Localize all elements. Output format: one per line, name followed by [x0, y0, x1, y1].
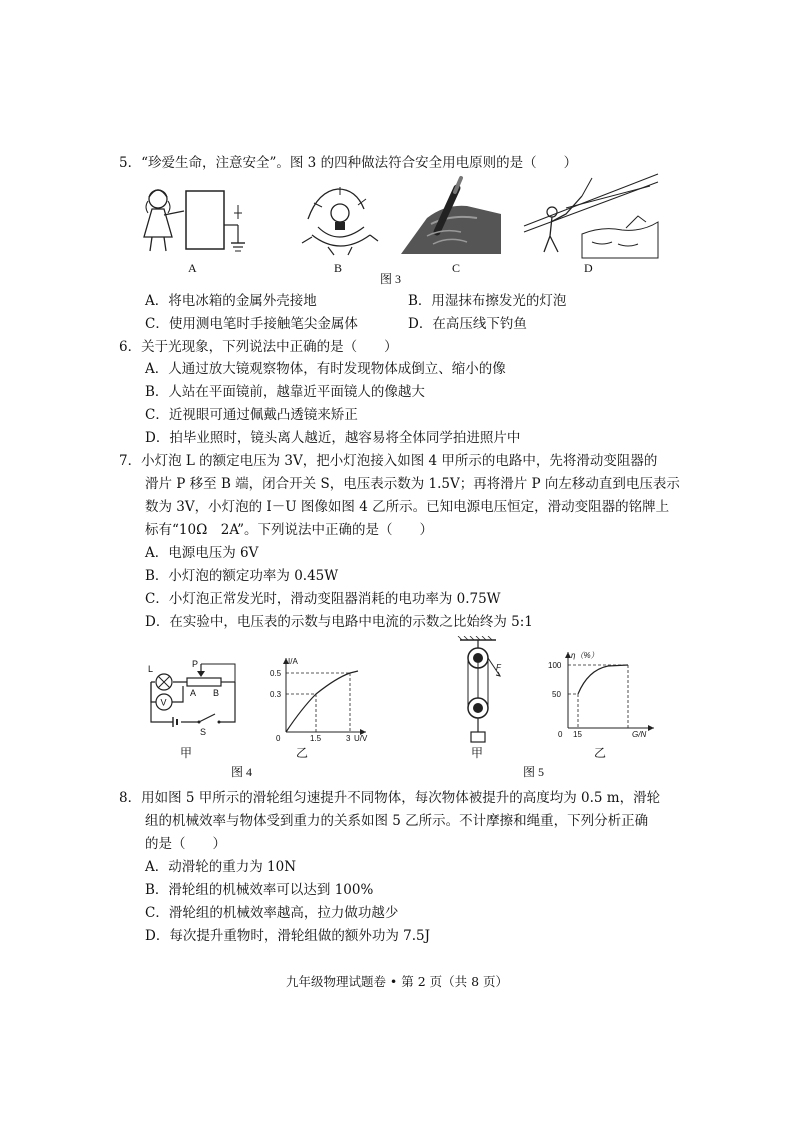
q7-option-a: A．电源电压为 6V [145, 545, 259, 561]
fig5-x-tick-1: 15 [573, 730, 582, 738]
q6-option-c: C．近视眼可通过佩戴凸透镜来矫正 [145, 407, 358, 423]
q7-option-d: D．在实验中，电压表的示数与电路中电流的示数之比始终为 5:1 [145, 614, 533, 630]
fig3-label-a: A [188, 261, 197, 275]
fig4-switch-label: S [200, 727, 207, 736]
fig4-x-tick-1: 1.5 [310, 734, 322, 742]
fig5-y-tick-2: 100 [548, 661, 562, 670]
fig4-slider-label: P [192, 659, 199, 669]
fig5-y-tick-1: 50 [552, 690, 561, 699]
fig5-right-label: 乙 [594, 746, 607, 760]
fig4-x-tick-2: 3 [346, 734, 351, 742]
fig4-origin-label: 0 [276, 734, 281, 742]
q7-stem-line-1: 7．小灯泡 L 的额定电压为 3V，把小灯泡接入如图 4 甲所示的电路中，先将滑动变阻器的 [119, 453, 658, 469]
q5-option-b: B．用湿抹布擦发光的灯泡 [408, 293, 567, 309]
q7-option-c: C．小灯泡正常发光时，滑动变阻器消耗的电功率为 0.75W [145, 591, 501, 607]
fig4-left-label: 甲 [180, 746, 193, 760]
fig5-caption: 图 5 [523, 765, 545, 779]
q5-option-d: D．在高压线下钓鱼 [408, 316, 527, 332]
fig3-picture-a [138, 185, 260, 257]
fig3-picture-d [522, 168, 660, 260]
fig4-voltmeter-label: V [160, 697, 167, 708]
fig5-left-label: 甲 [471, 746, 484, 760]
q7-stem-line-3: 数为 3V，小灯泡的 I－U 图像如图 4 乙所示。已知电源电压恒定，滑动变阻器的铭牌上 [145, 499, 670, 515]
fig3-label-c: C [452, 261, 461, 275]
fig3-caption: 图 3 [380, 272, 402, 286]
q5-option-c: C．使用测电笔时手接触笔尖金属体 [145, 316, 358, 332]
q8-option-d: D．每次提升重物时，滑轮组做的额外功为 7.5J [145, 928, 430, 944]
fig5-origin-label: 0 [558, 730, 563, 738]
q7-stem-line-4: 标有“10Ω 2A”。下列说法中正确的是（ ） [145, 522, 434, 538]
fig5-efficiency-graph [546, 646, 664, 738]
q7-option-b: B．小灯泡的额定功率为 0.45W [145, 568, 339, 584]
q8-stem-line-3: 的是（ ） [145, 836, 226, 852]
fig3-label-d: D [584, 261, 593, 275]
fig5-pulley-diagram [452, 636, 510, 748]
q8-stem-line-1: 8．用如图 5 甲所示的滑轮组匀速提升不同物体，每次物体被提升的高度均为 0.5 m，滑轮 [119, 790, 661, 806]
q8-option-b: B．滑轮组的机械效率可以达到 100% [145, 882, 374, 898]
fig4-circuit-diagram [137, 658, 242, 736]
fig3-label-b: B [334, 261, 343, 275]
q6-option-a: A．人通过放大镜观察物体，有时发现物体成倒立、缩小的像 [145, 361, 506, 377]
fig4-end-a-label: A [190, 688, 197, 698]
fig4-end-b-label: B [213, 688, 220, 698]
q8-option-a: A．动滑轮的重力为 10N [145, 859, 297, 875]
fig4-y-axis-label: I/A [288, 657, 298, 666]
q7-stem-line-2: 滑片 P 移至 B 端，闭合开关 S，电压表示数为 1.5V；再将滑片 P 向左移动直到电压表示 [145, 476, 680, 492]
q6-stem: 6．关于光现象，下列说法中正确的是（ ） [119, 339, 398, 355]
fig3-picture-b [288, 183, 396, 259]
q5-option-a: A．将电冰箱的金属外壳接地 [145, 293, 317, 309]
fig4-y-tick-1: 0.3 [270, 690, 282, 699]
page-footer: 九年级物理试题卷 • 第 2 页（共 8 页） [285, 974, 509, 989]
q5-stem: 5．“珍爱生命，注意安全”。图 3 的四种做法符合安全用电原则的是（ ） [119, 155, 578, 171]
fig4-y-tick-2: 0.5 [270, 669, 282, 678]
fig5-force-label: F [496, 663, 501, 672]
fig4-caption: 图 4 [231, 765, 253, 779]
fig5-x-axis-label: G/N [632, 730, 647, 738]
q6-option-d: D．拍毕业照时，镜头离人越近，越容易将全体同学拍进照片中 [145, 430, 521, 446]
fig4-x-axis-label: U/V [354, 734, 368, 742]
q6-option-b: B．人站在平面镜前，越靠近平面镜人的像越大 [145, 384, 425, 400]
q8-stem-line-2: 组的机械效率与物体受到重力的关系如图 5 乙所示。不计摩擦和绳重，下列分析正确 [145, 813, 649, 829]
fig4-iu-graph [266, 652, 376, 742]
fig5-y-axis-label: η（%） [571, 651, 599, 660]
q8-option-c: C．滑轮组的机械效率越高，拉力做功越少 [145, 905, 399, 921]
fig3-picture-c [397, 174, 505, 260]
fig4-lamp-label: L [148, 664, 154, 674]
fig4-right-label: 乙 [296, 746, 309, 760]
